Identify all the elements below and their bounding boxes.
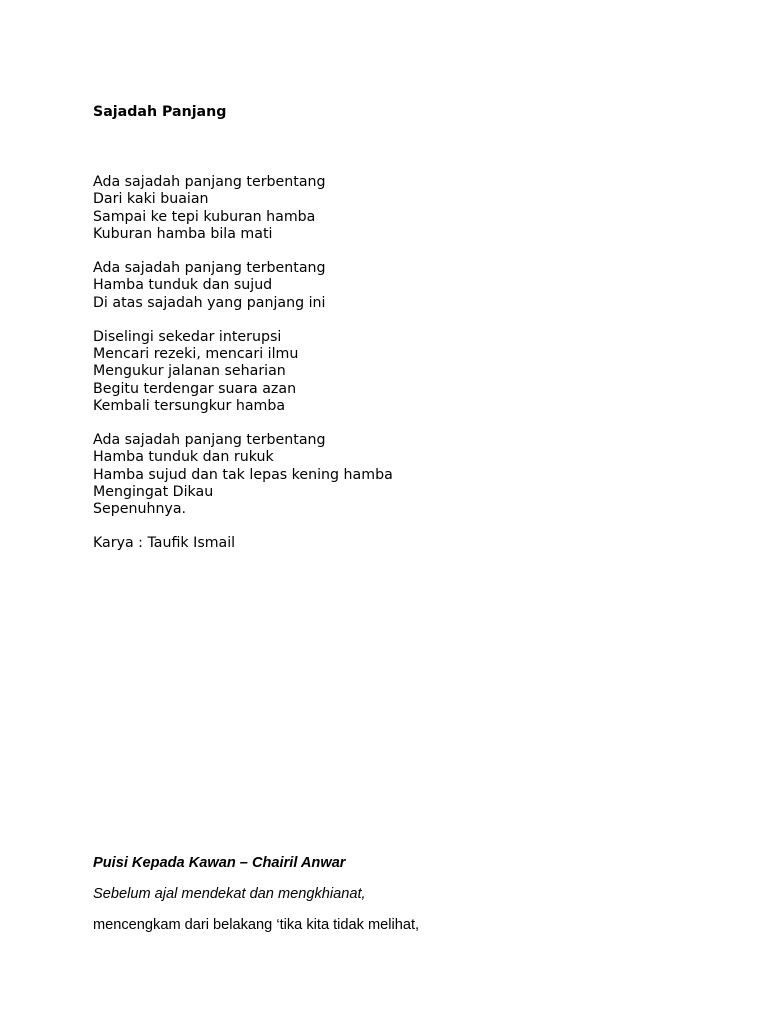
- poem-line: Ada sajadah panjang terbentang: [93, 174, 326, 191]
- poem-line: Sebelum ajal mendekat dan mengkhianat,: [93, 886, 366, 902]
- poem-line: Di atas sajadah yang panjang ini: [93, 294, 326, 311]
- poem-line: Mengingat Dikau: [93, 483, 214, 500]
- poem-line: Diselingi sekedar interupsi: [93, 329, 282, 345]
- poem-line: Ada sajadah panjang terbentang: [93, 260, 326, 277]
- poem-line: Begitu terdengar suara azan: [93, 380, 297, 397]
- stanza-2: [93, 260, 693, 312]
- poem-line: Sepenuhnya.: [93, 501, 187, 518]
- stanza-3: [93, 329, 693, 415]
- poem-line: Dari kaki buaian: [93, 191, 209, 208]
- poem-kepada-kawan: [93, 854, 733, 935]
- poem-title: Puisi Kepada Kawan – Chairil Anwar: [93, 855, 346, 871]
- poem-line: Kembali tersungkur hamba: [93, 397, 286, 414]
- poem-line: Ada sajadah panjang terbentang: [93, 432, 326, 449]
- poem-line: Hamba sujud dan tak lepas kening hamba: [93, 466, 393, 483]
- poem-line: Hamba tunduk dan rukuk: [93, 449, 274, 466]
- stanza-1: [93, 174, 693, 243]
- poem-line: Mencari rezeki, mencari ilmu: [93, 346, 299, 363]
- poem-sajadah-panjang: [93, 104, 693, 553]
- stanza-4: [93, 432, 693, 518]
- poem-line: Mengukur jalanan seharian: [93, 363, 286, 380]
- poem-author: Karya : Taufik Ismail: [93, 535, 236, 552]
- poem-line: Sampai ke tepi kuburan hamba: [93, 208, 316, 225]
- poem-line: mencengkam dari belakang ‘tika kita tidak melihat,: [93, 917, 420, 933]
- poem-line: Hamba tunduk dan sujud: [93, 277, 273, 294]
- poem-title: Sajadah Panjang: [93, 104, 227, 120]
- poem-line: Kuburan hamba bila mati: [93, 225, 273, 242]
